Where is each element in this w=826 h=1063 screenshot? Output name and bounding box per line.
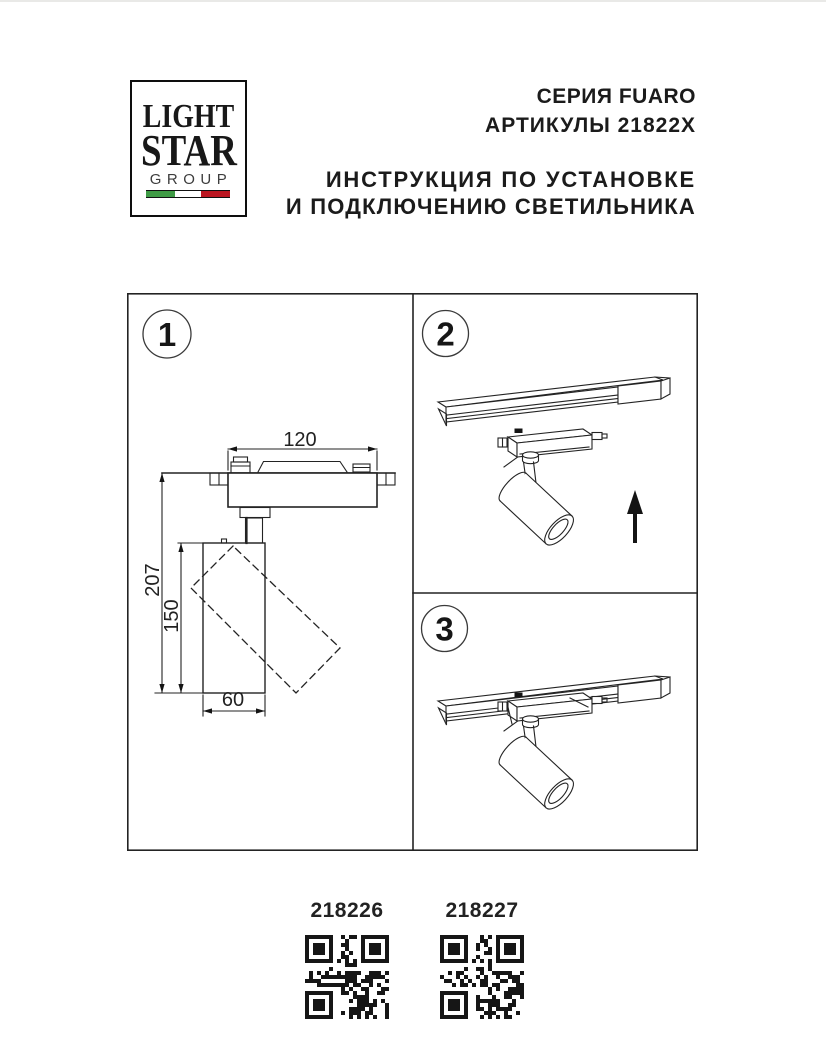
step-number: 2 — [436, 315, 455, 353]
qr-code — [440, 935, 524, 1019]
dimension-label: 150 — [161, 599, 183, 633]
logo-word-light: LIGHT — [142, 98, 235, 135]
article-block — [438, 899, 526, 1024]
header-title-block — [286, 82, 696, 220]
insert-direction-arrow — [627, 490, 643, 543]
italian-flag-stripe — [146, 190, 230, 198]
step-number: 1 — [157, 316, 177, 353]
instruction-title-line2: И ПОДКЛЮЧЕНИЮ СВЕТИЛЬНИКА — [285, 194, 696, 219]
dimension-207 — [142, 473, 165, 693]
flag-red-segment — [201, 191, 230, 197]
article-code-label: 218227 — [445, 899, 519, 922]
lightstar-logo — [130, 80, 247, 217]
installation-diagram — [127, 293, 698, 851]
flag-green-segment — [146, 191, 175, 197]
scan-edge-line — [0, 0, 826, 2]
logo-word-star: STAR — [141, 126, 237, 175]
article-block — [303, 899, 391, 1024]
dimension-label: 120 — [283, 429, 317, 451]
leader-line — [504, 458, 517, 468]
dimension-label: 207 — [142, 563, 164, 597]
qr-code — [305, 935, 389, 1019]
spotlight-cylinder — [495, 468, 578, 549]
adapter-knob — [515, 429, 523, 434]
step-number: 3 — [435, 610, 454, 648]
dimension-150 — [161, 543, 184, 693]
track-fixture-mounted — [495, 693, 607, 814]
logo-word-group: GROUP — [149, 171, 233, 188]
panel-step-3 — [422, 606, 671, 814]
dimension-label: 60 — [221, 689, 245, 711]
track-adapter-front-view — [155, 457, 395, 693]
flag-white-segment — [175, 191, 201, 197]
article-code-label: 218226 — [310, 899, 384, 922]
track-fixture-isometric — [495, 429, 607, 550]
spotlight-body — [203, 543, 265, 693]
instruction-title-line1: ИНСТРУКЦИЯ ПО УСТАНОВКЕ — [325, 167, 696, 192]
panel-step-2 — [423, 311, 671, 550]
track-rail-isometric — [438, 377, 670, 426]
panel-step-1 — [142, 310, 395, 716]
series-title: СЕРИЯ FUARO — [536, 85, 696, 108]
articles-title: АРТИКУЛЫ 21822X — [485, 114, 696, 137]
